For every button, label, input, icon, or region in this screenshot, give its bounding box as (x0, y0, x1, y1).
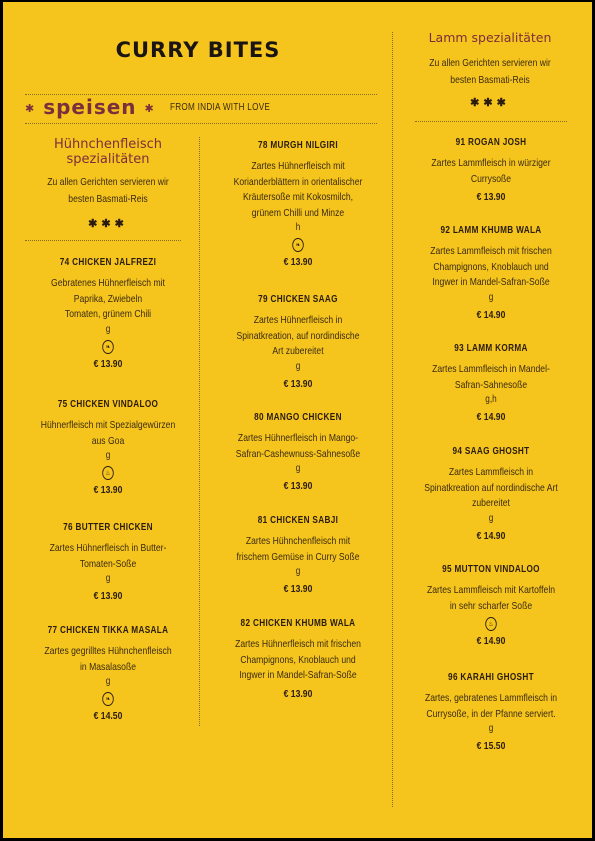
item-name: 91 ROGAN JOSH (455, 137, 527, 148)
chili-icon: ❧ (292, 238, 303, 252)
description-line: Paprika, Zwiebeln (73, 292, 143, 305)
item-price: € 13.90 (283, 377, 313, 390)
item-price: € 13.90 (283, 687, 313, 700)
description-line: Currysoße (470, 172, 512, 185)
item-description (417, 244, 565, 291)
description-line: Tomaten, grünem Chili (64, 308, 152, 320)
description-line: Currysoße, in der Pfanne serviert. (426, 707, 556, 720)
description-line: Zartes Lammfleisch in würziger (431, 157, 551, 169)
item-description (35, 644, 181, 675)
divider (25, 240, 181, 241)
item-description (417, 362, 565, 393)
description-line: Spinatkreation, auf nordindische (236, 329, 360, 342)
item-price: € 13.90 (476, 191, 506, 203)
item-description (35, 418, 181, 449)
menu-item (225, 514, 371, 597)
chicken-section-title (23, 137, 193, 167)
divider (25, 123, 377, 124)
menu-page (3, 2, 592, 838)
decorative-stars: ✱✱✱ (470, 97, 510, 109)
lamb-section-title: Lamm spezialitäten (428, 30, 552, 45)
chicken-section-subtitle (35, 174, 181, 208)
description-line: Champignons, Knoblauch und (240, 653, 356, 666)
description-line: Gebratenes Hühnerfleisch mit (51, 277, 165, 289)
subtitle-line: Zu allen Gerichten servieren wir (429, 57, 551, 69)
item-description (225, 313, 371, 360)
menu-item (225, 293, 371, 392)
menu-item (225, 617, 371, 702)
description-line: Zartes Hühnchenfleisch mit (245, 535, 351, 547)
column-divider (199, 137, 200, 726)
item-description (225, 637, 371, 684)
description-line: Zartes gegrilltes Hühnchenfleisch (44, 645, 172, 657)
item-name: 76 BUTTER CHICKEN (63, 522, 153, 533)
chili-icon: ❧ (102, 692, 113, 706)
allergen-code: h (295, 222, 301, 233)
item-price: € 13.90 (93, 590, 123, 602)
allergen-code: g (295, 463, 301, 474)
star-mark: ✱ (25, 102, 36, 115)
section-label-text: speisen (43, 95, 137, 119)
item-price: € 14.90 (476, 635, 506, 647)
menu-item (35, 521, 181, 604)
item-name: 95 MUTTON VINDALOO (442, 564, 540, 575)
description-line: Spinatkreation auf nordindische Art (424, 481, 558, 494)
description-line: Zartes Hühnerfleisch mit frischen (235, 638, 361, 650)
description-line: Safran-Sahnesoße (454, 378, 528, 391)
description-line: Tomaten-Soße (79, 557, 137, 570)
description-line: Zartes Lammfleisch in (448, 466, 534, 478)
item-name: 78 MURGH NILGIRI (258, 140, 338, 151)
description-line: in Masalasoße (80, 660, 136, 673)
allergen-code: g (105, 450, 111, 461)
allergen-code: g (488, 291, 494, 303)
item-price: € 14.90 (476, 411, 506, 423)
menu-item (35, 256, 181, 372)
description-line: Zartes Lammfleisch in Mandel- (432, 363, 550, 375)
item-price: € 14.90 (476, 308, 506, 321)
section-title-line: Hühnchenfleisch (53, 137, 163, 152)
description-line: Safran-Cashewnuss-Sahnesoße (235, 447, 361, 460)
allergen-code: g (105, 573, 111, 584)
subtitle-line: Zu allen Gerichten servieren wir (47, 176, 169, 188)
section-header (25, 95, 385, 121)
description-line: Art zubereitet (272, 345, 324, 357)
item-price: € 14.90 (476, 529, 506, 542)
item-name: 94 SAAG GHOSHT (452, 446, 530, 457)
item-name: 75 CHICKEN VINDALOO (57, 399, 159, 410)
description-line: Zartes Lammfleisch mit Kartoffeln (426, 584, 556, 596)
description-line: Ingwer in Mandel-Safran-Soße (239, 669, 357, 681)
allergen-code: g,h (485, 394, 497, 405)
section-title-line: spezialitäten (66, 152, 150, 167)
allergen-code: g (488, 723, 494, 734)
subtitle-line: besten Basmati-Reis (450, 74, 530, 86)
section-label (25, 95, 155, 119)
allergen-code: g (295, 566, 301, 577)
menu-item (417, 671, 565, 754)
menu-item (225, 139, 371, 270)
item-name: 74 CHICKEN JALFREZI (59, 257, 157, 268)
description-line: Zartes Lammfleisch mit frischen (430, 245, 552, 257)
subtitle-line: besten Basmati-Reis (68, 193, 148, 205)
chili-icon: ❧ (102, 340, 113, 354)
item-name: 79 CHICKEN SAAG (258, 294, 338, 305)
description-line: Zartes Hühnerfleisch mit (251, 160, 345, 172)
description-line: Kräutersoße mit Kokosmilch, (242, 191, 354, 203)
allergen-code: g (488, 512, 494, 524)
item-price: € 13.90 (93, 484, 123, 496)
brand-title: CURRY BITES (115, 38, 281, 62)
item-name: 80 MANGO CHICKEN (254, 412, 342, 423)
spicy-icon: ♨ (485, 617, 496, 631)
allergen-code: g (105, 323, 111, 335)
lamb-section-subtitle (417, 55, 563, 89)
item-price: € 13.90 (93, 357, 123, 370)
item-name: 96 KARAHI GHOSHT (448, 672, 534, 683)
description-line: zubereitet (472, 497, 510, 509)
item-price: € 13.90 (283, 583, 313, 595)
menu-item (417, 445, 565, 544)
description-line: grünem Chilli und Minze (251, 206, 345, 219)
description-line: Zartes, gebratenes Lammfleisch in (424, 692, 558, 704)
item-price: € 13.90 (283, 480, 313, 492)
item-price: € 14.50 (93, 710, 123, 722)
tagline: FROM INDIA WITH LOVE (170, 102, 271, 113)
description-line: in sehr scharfer Soße (449, 599, 533, 612)
item-description (35, 541, 181, 572)
menu-item (35, 624, 181, 724)
item-name: 81 CHICKEN SABJI (257, 515, 339, 526)
item-description (225, 159, 371, 221)
decorative-stars: ✱✱✱ (88, 218, 128, 230)
item-description (417, 691, 565, 722)
item-name: 82 CHICKEN KHUMB WALA (240, 618, 356, 629)
menu-item (417, 224, 565, 323)
description-line: Zartes Hühnerfleisch in Mango- (237, 432, 359, 444)
column-divider (392, 32, 393, 807)
description-line: frischem Gemüse in Curry Soße (236, 550, 360, 563)
allergen-code: g (105, 676, 111, 687)
description-line: Hühnerfleisch mit Spezialgewürzen (40, 419, 176, 431)
item-description (417, 465, 565, 512)
allergen-code: g (295, 360, 301, 372)
menu-item (417, 342, 565, 425)
menu-item (225, 411, 371, 494)
star-mark: ✱ (144, 102, 155, 115)
item-name: 93 LAMM KORMA (454, 343, 528, 354)
menu-item (35, 398, 181, 498)
menu-item (417, 136, 565, 205)
divider (415, 121, 567, 122)
menu-item (417, 563, 565, 649)
item-description (225, 431, 371, 462)
item-name: 77 CHICKEN TIKKA MASALA (47, 625, 169, 636)
item-name: 92 LAMM KHUMB WALA (440, 225, 542, 236)
description-line: Korianderblättern in orientalischer (233, 175, 363, 188)
description-line: Zartes Hühnerfleisch in Butter- (49, 542, 167, 554)
item-description (35, 276, 181, 323)
description-line: Champignons, Knoblauch und (433, 260, 549, 273)
spicy-icon: ♨ (102, 466, 113, 480)
item-description (417, 156, 565, 187)
item-description (225, 534, 371, 565)
description-line: aus Goa (91, 434, 125, 447)
description-line: Zartes Hühnerfleisch in (253, 314, 343, 326)
item-description (417, 583, 565, 614)
item-price: € 13.90 (283, 256, 313, 268)
description-line: Ingwer in Mandel-Safran-Soße (432, 276, 550, 288)
item-price: € 15.50 (476, 740, 506, 752)
